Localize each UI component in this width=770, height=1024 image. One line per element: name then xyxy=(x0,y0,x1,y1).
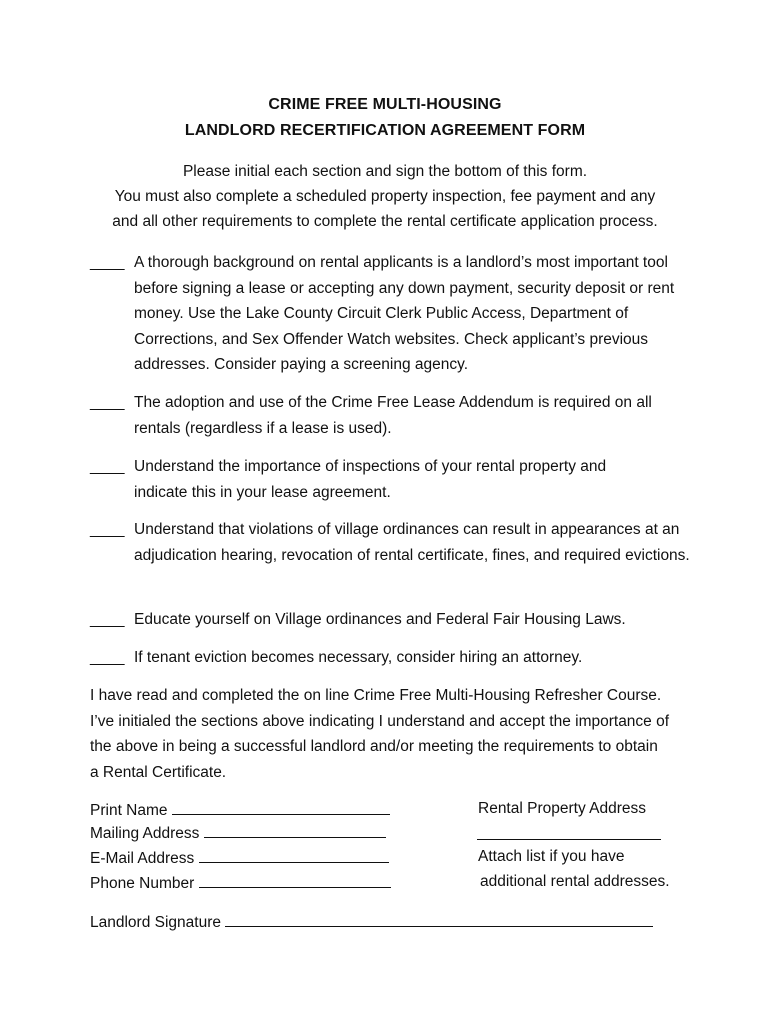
rental-property-address-label: Rental Property Address xyxy=(478,800,647,817)
initial-item-text: The adoption and use of the Crime Free Lease Addendum is required on all rentals (regardless if a lease is used). xyxy=(134,394,652,437)
intro-line-1: Please initial each section and sign the bottom of this form. xyxy=(182,163,588,180)
initial-blank[interactable]: ____ xyxy=(90,254,125,271)
initial-blank[interactable]: ____ xyxy=(90,394,125,411)
initial-blank[interactable]: ____ xyxy=(90,611,125,628)
print-name-field xyxy=(90,800,390,820)
initial-blank[interactable]: ____ xyxy=(90,458,125,475)
mailing-address-field xyxy=(90,823,386,843)
intro-line-3: and all other requirements to complete the rental certificate application process. xyxy=(112,213,658,230)
phone-number-input[interactable] xyxy=(199,873,391,888)
initial-blank[interactable]: ____ xyxy=(90,521,125,538)
mailing-address-input[interactable] xyxy=(204,823,386,838)
landlord-signature-input[interactable] xyxy=(225,912,653,927)
initial-item-text: Understand the importance of inspections of your rental property and indicate this in your lease agreement. xyxy=(134,458,607,501)
email-address-label: E-Mail Address xyxy=(90,850,195,867)
email-address-input[interactable] xyxy=(199,848,389,863)
print-name-label: Print Name xyxy=(90,802,168,819)
initial-item-text: If tenant eviction becomes necessary, consider hiring an attorney. xyxy=(134,649,583,666)
print-name-input[interactable] xyxy=(172,800,390,815)
rental-property-address-input[interactable] xyxy=(477,825,661,840)
email-address-field xyxy=(90,848,389,868)
landlord-signature-field xyxy=(90,912,653,932)
landlord-signature-label: Landlord Signature xyxy=(90,914,221,931)
attach-list-line-1: Attach list if you have xyxy=(478,848,625,865)
form-title-line-2: LANDLORD RECERTIFICATION AGREEMENT FORM xyxy=(184,122,586,139)
phone-number-field xyxy=(90,873,391,893)
initial-item-text: Understand that violations of village ordinances can result in appearances at an adjudication hearing, revocation of rental certificate, fines, and required evictions. xyxy=(134,521,690,564)
initial-blank[interactable]: ____ xyxy=(90,649,125,666)
phone-number-label: Phone Number xyxy=(90,875,195,892)
form-title-line-1: CRIME FREE MULTI-HOUSING xyxy=(268,96,502,113)
intro-line-2: You must also complete a scheduled property inspection, fee payment and any xyxy=(114,188,656,205)
initial-item-text: Educate yourself on Village ordinances and Federal Fair Housing Laws. xyxy=(134,611,626,628)
attach-list-line-2: additional rental addresses. xyxy=(480,873,670,890)
initial-item-text: A thorough background on rental applicants is a landlord’s most important tool before signing a lease or accepting any down payment, security deposit or rent money. Use the Lake County Circuit Clerk Public Access, Department of Corrections, and Sex Offender Watch websites. Check applicant’s previous addresses. Consider paying a screening agency. xyxy=(134,254,675,373)
agreement-statement: I have read and completed the on line Crime Free Multi-Housing Refresher Course. I’ve initialed the sections above indicating I understand and accept the importance of the above in being a successful landlord and/or meeting the requirements to obtain a Rental Certificate. xyxy=(90,687,670,781)
mailing-address-label: Mailing Address xyxy=(90,825,200,842)
